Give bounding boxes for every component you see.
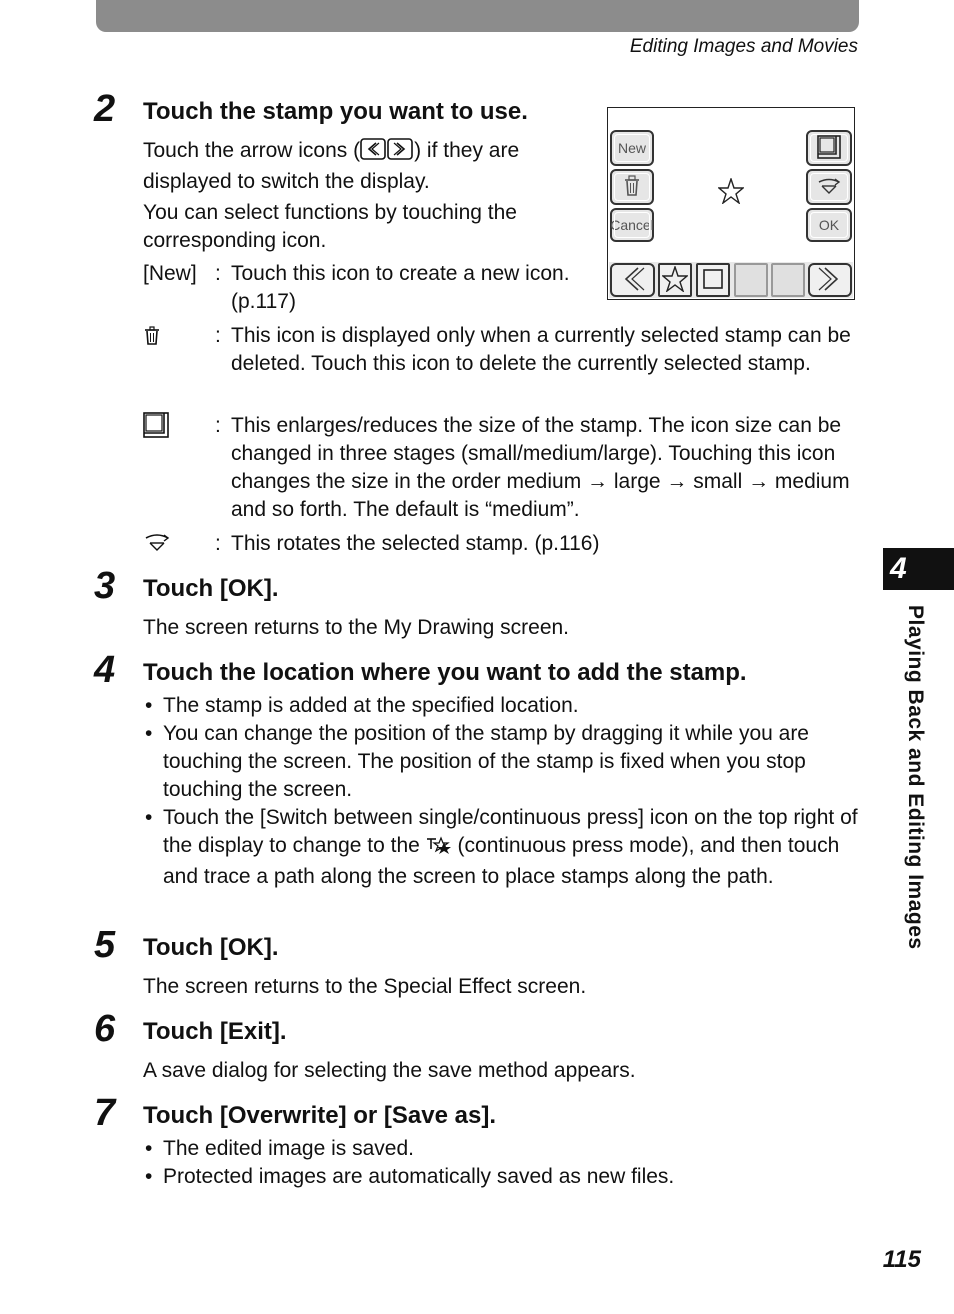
ok-button-label: OK <box>818 217 840 233</box>
def-colon: : <box>215 262 221 285</box>
step-4-bullets <box>143 692 863 891</box>
list-item: • Protected images are automatically saved as new files. <box>143 1163 863 1191</box>
text-fragment: displayed to switch the display. <box>143 170 430 193</box>
step-3-number: 3 <box>94 565 116 607</box>
step-7-bullets <box>143 1135 863 1191</box>
step-6-number: 6 <box>94 1008 116 1050</box>
cancel-button[interactable] <box>610 208 654 242</box>
cancel-button-label: Cancel <box>610 217 654 233</box>
palette-stamp-star[interactable] <box>658 263 692 297</box>
text-fragment: (p.117) <box>231 290 296 313</box>
ok-button[interactable] <box>806 208 852 242</box>
trash-icon <box>143 326 161 354</box>
text-fragment: Touch the [Switch between single/continuous press] icon on the top right of the display to change to the <box>163 806 858 857</box>
palette-prev-button[interactable] <box>610 263 655 297</box>
header-bar <box>96 0 859 32</box>
def-colon: : <box>215 324 221 347</box>
new-button-label: New <box>617 140 646 156</box>
step-4-number: 4 <box>94 649 116 691</box>
star-stamp-icon <box>662 266 688 295</box>
button-highlight <box>614 134 650 162</box>
text-fragment: ) if they are <box>414 139 520 162</box>
size-icon <box>143 412 169 446</box>
page-number: 115 <box>882 1246 921 1273</box>
def-desc: This rotates the selected stamp. (p.116) <box>231 532 600 555</box>
section-title: Editing Images and Movies <box>629 36 858 57</box>
button-highlight <box>614 173 650 201</box>
palette-stamp-empty-2[interactable] <box>771 263 805 297</box>
step-2-text-1 <box>143 137 519 196</box>
chevron-right-icon <box>815 266 845 295</box>
step-4-title: Touch the location where you want to add the stamp. <box>143 659 747 686</box>
new-button[interactable] <box>610 130 654 166</box>
trash-button[interactable] <box>610 169 654 205</box>
text-fragment: corresponding icon. <box>143 229 327 252</box>
step-7-number: 7 <box>94 1092 116 1134</box>
step-6-title: Touch [Exit]. <box>143 1018 287 1045</box>
size-button[interactable] <box>806 130 852 166</box>
list-item: • The edited image is saved. <box>143 1135 863 1163</box>
palette-stamp-empty-1[interactable] <box>734 263 768 297</box>
def-desc: This icon is displayed only when a currently selected stamp can be deleted. Touch this icon to delete the currently selected stamp. <box>231 324 851 375</box>
step-6-text: A save dialog for selecting the save method appears. <box>143 1059 636 1082</box>
palette-next-button[interactable] <box>808 263 852 297</box>
step-2-title: Touch the stamp you want to use. <box>143 98 528 125</box>
list-item: • The stamp is added at the specified location. <box>143 692 863 720</box>
list-item: • You can change the position of the stamp by dragging it while you are touching the screen. The position of the stamp is fixed when you stop touching the screen. <box>143 720 863 804</box>
def-desc <box>231 260 591 316</box>
text-fragment: (continuous press mode), and then touch and trace a path along the screen to place stamps along the path. <box>163 834 840 888</box>
chapter-title: Playing Back and Editing Images <box>904 605 927 950</box>
def-colon: : <box>215 414 221 437</box>
list-item <box>143 804 863 891</box>
button-highlight <box>810 212 848 238</box>
rotate-button[interactable] <box>806 169 852 205</box>
step-7-title: Touch [Overwrite] or [Save as]. <box>143 1102 496 1129</box>
arrow-right-icon <box>386 138 414 168</box>
step-3-title: Touch [OK]. <box>143 575 279 602</box>
step-2-number: 2 <box>94 88 116 130</box>
text-fragment: Touch this icon to create a new icon. <box>231 262 570 285</box>
step-3-text: The screen returns to the My Drawing screen. <box>143 616 570 639</box>
def-key: [New] <box>143 262 197 285</box>
rotate-icon <box>143 532 171 560</box>
step-5-number: 5 <box>94 924 116 966</box>
def-desc: This enlarges/reduces the size of the stamp. The icon size can be changed in three stages (small/medium/large). Touching this icon changes the size in the order medium → large → small → medium and so forth. The default is “medium”. <box>231 414 850 521</box>
stamp-preview-icon <box>718 178 744 209</box>
button-highlight <box>810 173 848 201</box>
def-colon: : <box>215 532 221 555</box>
step-2-text-2 <box>143 199 517 255</box>
chevron-left-icon <box>618 266 648 295</box>
button-highlight <box>810 134 848 162</box>
step-5-title: Touch [OK]. <box>143 934 279 961</box>
button-highlight <box>614 212 650 238</box>
continuous-press-icon <box>426 835 452 863</box>
square-stamp-icon <box>702 268 724 293</box>
palette-stamp-square[interactable] <box>696 263 730 297</box>
step-5-text: The screen returns to the Special Effect screen. <box>143 975 587 998</box>
text-fragment: You can select functions by touching the <box>143 201 517 224</box>
arrow-left-icon <box>360 138 386 168</box>
stamp-screen-illustration <box>607 107 855 300</box>
text-fragment: Touch the arrow icons ( <box>143 139 361 162</box>
chapter-number: 4 <box>890 552 907 585</box>
